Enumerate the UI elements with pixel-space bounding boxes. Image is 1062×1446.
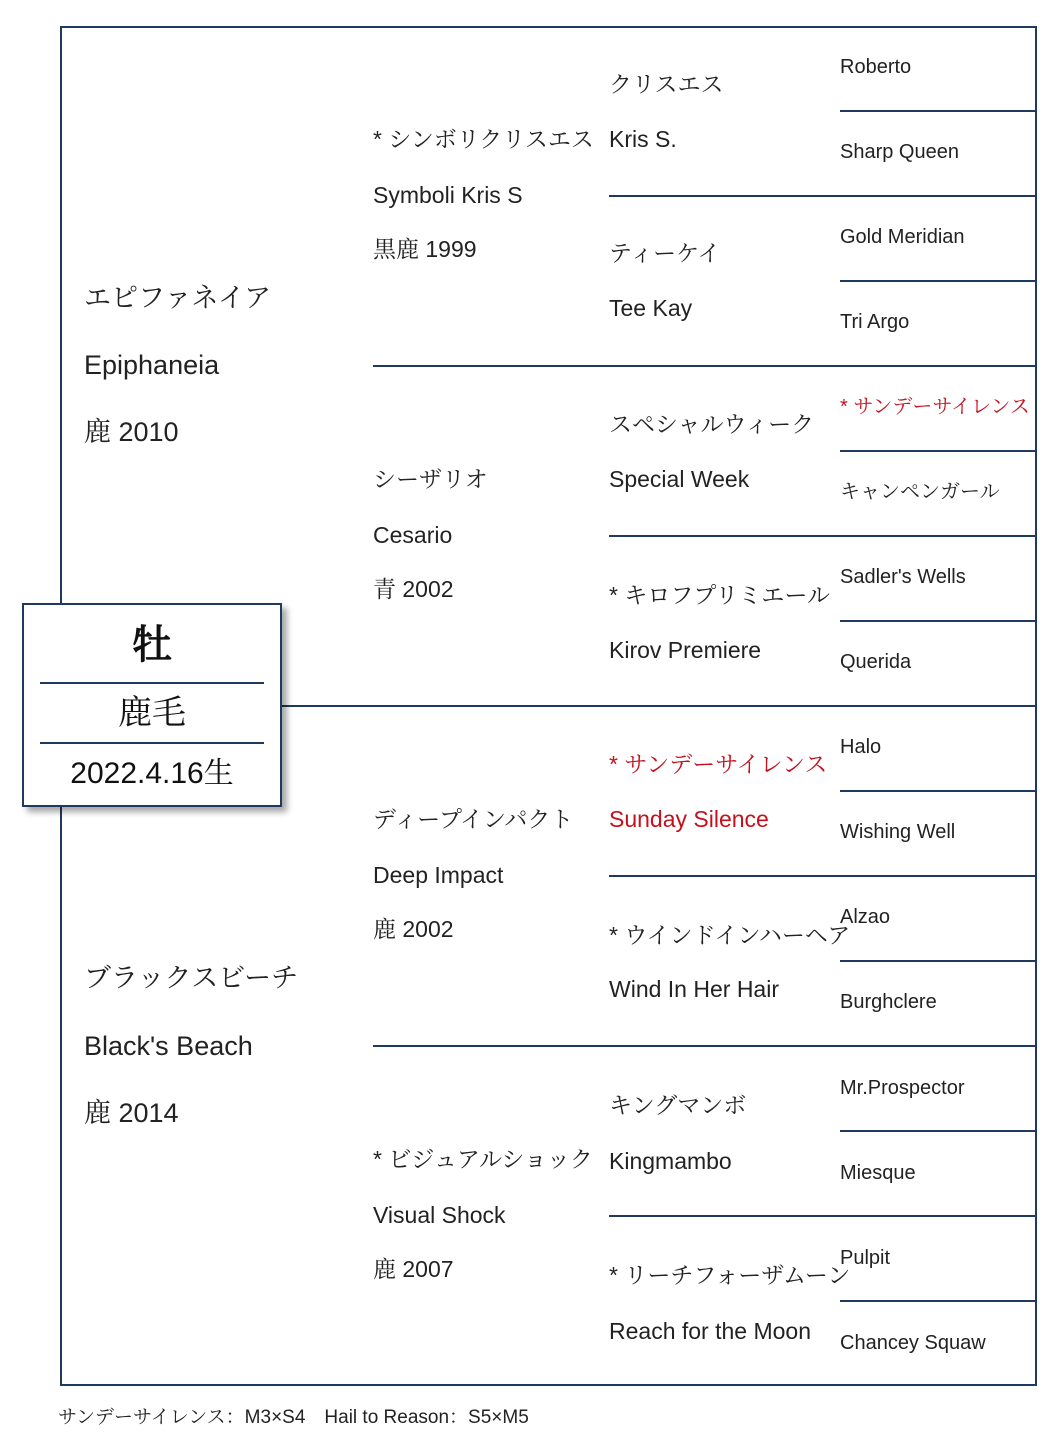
- sd-name-en: Cesario: [373, 522, 453, 548]
- ds-name-en: Deep Impact: [373, 862, 504, 888]
- gen4-divider-3: [840, 450, 1037, 452]
- sss-name-en: Kris S.: [609, 126, 677, 152]
- gen4-10: Wishing Well: [840, 821, 956, 843]
- gen3-divider-3: [609, 875, 1037, 877]
- sd-info: 青 2002: [373, 576, 454, 602]
- ds-name-ja: ディープインパクト: [373, 806, 574, 832]
- dd-name-en: Visual Shock: [373, 1202, 506, 1228]
- gen4-7: Sadler's Wells: [840, 566, 966, 588]
- sds-name-en: Special Week: [609, 466, 750, 492]
- sire-info: 鹿 2010: [84, 417, 179, 447]
- gen4-divider-5: [840, 790, 1037, 792]
- gen4-4: Tri Argo: [840, 311, 910, 333]
- ssd-name-en: Tee Kay: [609, 295, 693, 321]
- ss-info: 黒鹿 1999: [373, 236, 477, 262]
- gen4-9: Halo: [840, 736, 882, 758]
- dam-name-en: Black's Beach: [84, 1031, 253, 1061]
- gen4-3: Gold Meridian: [840, 226, 965, 248]
- gen4-15: Pulpit: [840, 1247, 891, 1269]
- gen4-11: Alzao: [840, 906, 891, 928]
- gen4-6: キャンペンガール: [840, 481, 1000, 503]
- gen2-divider-top: [373, 365, 1037, 367]
- sss-name-ja: クリスエス: [609, 71, 724, 97]
- gen4-2: Sharp Queen: [840, 141, 959, 163]
- ss-name-ja: * シンボリクリスエス: [373, 126, 594, 152]
- gen4-divider-2: [840, 280, 1037, 282]
- sdd-name-ja: * キロフプリミエール: [609, 582, 830, 608]
- subject-box: [22, 603, 282, 807]
- gen4-divider-1: [840, 110, 1037, 112]
- subject-color: 鹿毛: [118, 694, 186, 732]
- dsd-name-ja: * ウインドインハーヘア: [609, 922, 851, 948]
- ss-name-en: Symboli Kris S: [373, 182, 523, 208]
- dd-info: 鹿 2007: [373, 1256, 454, 1282]
- dss-name-ja: * サンデーサイレンス: [609, 751, 828, 777]
- gen4-divider-6: [840, 960, 1037, 962]
- subject-birth: 2022.4.16生: [70, 757, 234, 790]
- dds-name-ja: キングマンボ: [609, 1092, 747, 1118]
- ssd-name-ja: ティーケイ: [609, 240, 721, 266]
- gen4-13: Mr.Prospector: [840, 1077, 965, 1099]
- sds-name-ja: スペシャルウィーク: [609, 411, 815, 437]
- subject-box-divider-1: [40, 682, 264, 684]
- dd-name-ja: * ビジュアルショック: [373, 1146, 593, 1172]
- ddd-name-ja: * リーチフォーザムーン: [609, 1262, 851, 1288]
- ds-info: 鹿 2002: [373, 916, 454, 942]
- gen4-1: Roberto: [840, 56, 912, 78]
- gen3-divider-2: [609, 535, 1037, 537]
- dam-name-ja: ブラックスビーチ: [84, 963, 299, 993]
- inbreeding-note: サンデーサイレンス：M3×S4 Hail to Reason：S5×M5: [58, 1407, 529, 1428]
- gen4-12: Burghclere: [840, 991, 937, 1013]
- subject-box-divider-2: [40, 742, 264, 744]
- gen4-14: Miesque: [840, 1162, 916, 1184]
- dsd-name-en: Wind In Her Hair: [609, 976, 779, 1002]
- dam-info: 鹿 2014: [84, 1098, 179, 1128]
- subject-sex: 牡: [132, 623, 172, 667]
- ddd-name-en: Reach for the Moon: [609, 1318, 812, 1344]
- gen3-divider-4: [609, 1215, 1037, 1217]
- gen2-divider-bottom: [373, 1045, 1037, 1047]
- gen4-5: * サンデーサイレンス: [840, 396, 1030, 418]
- sd-name-ja: シーザリオ: [373, 466, 488, 492]
- sire-name-ja: エピファネイア: [84, 283, 272, 313]
- gen4-16: Chancey Squaw: [840, 1332, 986, 1354]
- gen4-divider-8: [840, 1300, 1037, 1302]
- sdd-name-en: Kirov Premiere: [609, 637, 762, 663]
- gen1-divider: [282, 705, 1037, 707]
- gen4-divider-7: [840, 1130, 1037, 1132]
- sire-name-en: Epiphaneia: [84, 350, 220, 380]
- dds-name-en: Kingmambo: [609, 1148, 732, 1174]
- dss-name-en: Sunday Silence: [609, 806, 769, 832]
- gen4-divider-4: [840, 620, 1037, 622]
- gen3-divider-1: [609, 195, 1037, 197]
- gen4-8: Querida: [840, 651, 912, 673]
